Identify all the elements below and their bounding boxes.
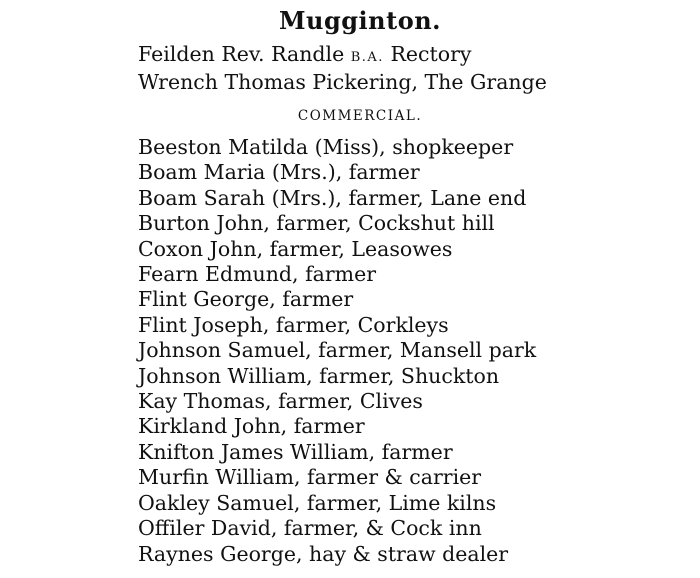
resident-name: Feilden Rev. Randle: [138, 42, 351, 66]
commercial-list: [138, 135, 536, 567]
commercial-entry: Boam Sarah (Mrs.), farmer, Lane end: [138, 185, 527, 210]
commercial-entry: Boam Maria (Mrs.), farmer: [138, 160, 420, 185]
private-residents-list: [138, 42, 547, 96]
commercial-heading: COMMERCIAL.: [297, 108, 423, 124]
commercial-entry: Johnson Samuel, farmer, Mansell park: [138, 338, 537, 363]
commercial-entry: Raynes George, hay & straw dealer: [138, 541, 509, 566]
commercial-entry: Kirkland John, farmer: [138, 414, 365, 439]
commercial-entry: Beeston Matilda (Miss), shopkeeper: [138, 135, 514, 159]
commercial-entry: Johnson William, farmer, Shuckton: [138, 363, 500, 388]
commercial-entry: Knifton James William, farmer: [138, 439, 453, 464]
commercial-entry: Fearn Edmund, farmer: [138, 262, 377, 287]
place-title: Mugginton.: [278, 6, 442, 35]
commercial-entry: Flint Joseph, farmer, Corkleys: [138, 312, 449, 337]
commercial-entry: Kay Thomas, farmer, Clives: [138, 389, 423, 414]
commercial-entry: Offiler David, farmer, & Cock inn: [138, 516, 482, 541]
private-resident-entry: Wrench Thomas Pickering, The Grange: [138, 70, 547, 95]
private-resident-entry: [138, 42, 547, 70]
commercial-entry: Oakley Samuel, farmer, Lime kilns: [138, 490, 497, 515]
resident-residence: Rectory: [383, 42, 472, 66]
commercial-entry: Murfin William, farmer & carrier: [138, 465, 482, 490]
commercial-entry: Flint George, farmer: [138, 287, 354, 312]
commercial-entry: Burton John, farmer, Cockshut hill: [138, 211, 495, 236]
commercial-entry: Coxon John, farmer, Leasowes: [138, 236, 453, 261]
resident-degree: B.A.: [350, 50, 384, 65]
